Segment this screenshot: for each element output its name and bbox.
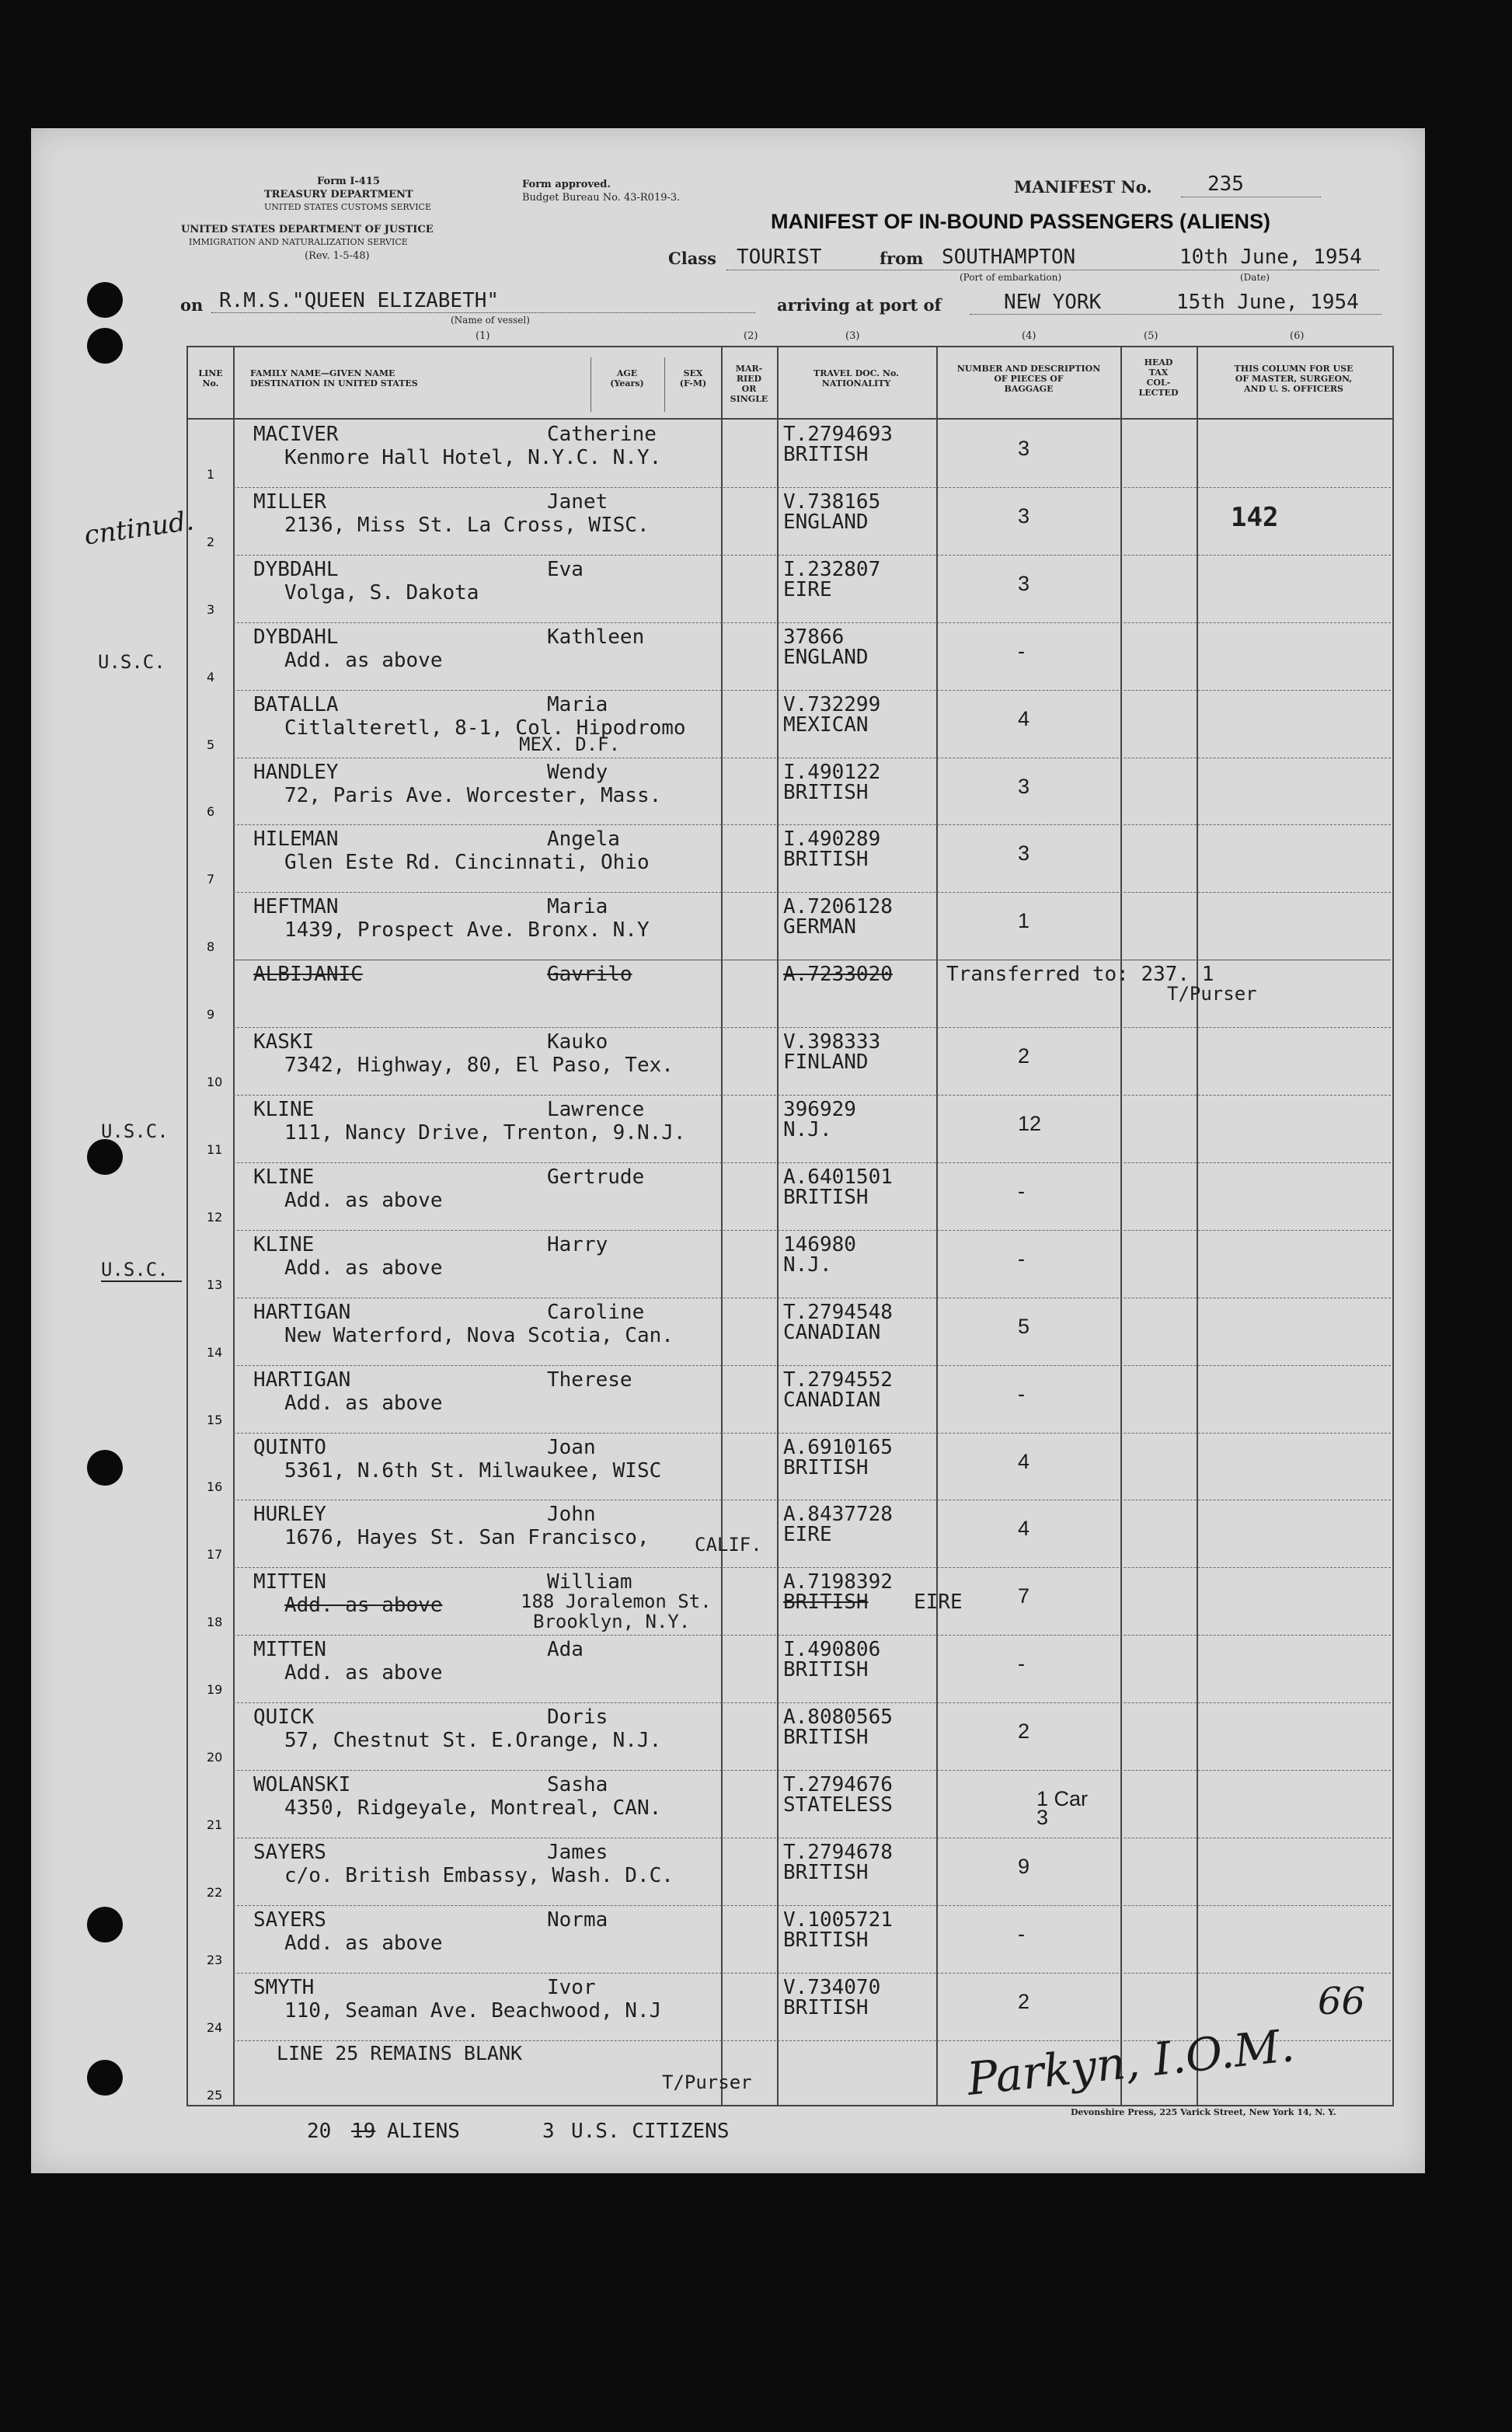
row-separator — [233, 622, 1391, 623]
manifest-no-label: MANIFEST No. — [1014, 177, 1152, 197]
nationality: BRITISH — [783, 443, 869, 466]
line-number: 9 — [207, 1007, 215, 1023]
vessel-caption: (Name of vessel) — [451, 315, 530, 326]
baggage-count: 3 — [1018, 774, 1030, 798]
family-name: HURLEY — [253, 1503, 326, 1527]
form-approved: Form approved. — [522, 179, 611, 190]
travel-doc-number: A.7233020 — [783, 963, 893, 987]
page-mark: 66 — [1318, 1980, 1366, 2023]
nationality: BRITISH — [783, 1185, 869, 1209]
baggage-count: 2 — [1018, 1989, 1030, 2013]
class-label: Class — [668, 249, 716, 268]
family-name: DYBDAHL — [253, 625, 339, 649]
col-number-2: (2) — [744, 330, 758, 342]
given-name: Lawrence — [547, 1098, 645, 1121]
given-name: Doris — [547, 1706, 608, 1730]
on-label: on — [180, 295, 204, 315]
transfer-note: Transferred to: 237. 1 — [946, 963, 1214, 987]
row-separator — [233, 1702, 1391, 1703]
destination: 1439, Prospect Ave. Bronx. N.Y — [284, 918, 650, 942]
header-baggage: NUMBER AND DESCRIPTION OF PIECES OF BAGGAGE — [956, 364, 1101, 394]
family-name: WOLANSKI — [253, 1773, 351, 1796]
line-number: 13 — [207, 1277, 223, 1292]
row-separator — [233, 1433, 1391, 1434]
nationality-correction: EIRE — [914, 1591, 963, 1615]
destination: 111, Nancy Drive, Trenton, 9.N.J. — [284, 1121, 686, 1145]
family-name: BATALLA — [253, 692, 339, 716]
destination: Add. as above — [284, 1256, 443, 1280]
baggage-count: 2 — [1018, 1044, 1030, 1068]
officer-stamp-number: 142 — [1231, 502, 1279, 533]
given-name: Maria — [547, 692, 608, 716]
destination: 7342, Highway, 80, El Paso, Tex. — [284, 1054, 674, 1078]
header-sex: SEX (F-M) — [679, 368, 707, 388]
line-number: 5 — [207, 737, 215, 752]
baggage-count: - — [1018, 1922, 1025, 1946]
nationality: ENGLAND — [783, 645, 869, 669]
arriving-label: arriving at port of — [777, 295, 942, 315]
destination-continued: Brooklyn, N.Y. — [533, 1611, 691, 1633]
family-name: MITTEN — [253, 1638, 326, 1662]
family-name: MILLER — [253, 490, 326, 514]
destination: Add. as above — [284, 1391, 443, 1415]
line-number: 22 — [207, 1884, 223, 1900]
line-number: 7 — [207, 872, 215, 887]
nationality: CANADIAN — [783, 1320, 881, 1344]
nationality: BRITISH — [783, 1860, 869, 1884]
form-number: Form I-415 — [317, 176, 380, 187]
destination-continued: CALIF. — [695, 1534, 762, 1556]
destination: 2136, Miss St. La Cross, WISC. — [284, 513, 650, 537]
nationality: MEXICAN — [783, 713, 869, 737]
destination: Add. as above — [284, 648, 443, 672]
travel-doc-number: 146980 — [783, 1232, 856, 1256]
destination: 110, Seaman Ave. Beachwood, N.J — [284, 1998, 662, 2023]
family-name: HARTIGAN — [253, 1300, 351, 1324]
nationality: BRITISH — [783, 1995, 869, 2019]
travel-doc-number: T.2794678 — [783, 1840, 893, 1864]
header-family-name: FAMILY NAME—GIVEN NAME DESTINATION IN UNITED STATES — [250, 368, 418, 388]
given-name: Angela — [547, 828, 620, 852]
destination: New Waterford, Nova Scotia, Can. — [284, 1323, 674, 1347]
destination: Add. as above — [284, 1594, 443, 1618]
family-name: QUINTO — [253, 1435, 326, 1459]
travel-doc-number: T.2794548 — [783, 1300, 893, 1324]
given-name: Janet — [547, 490, 608, 514]
printer-imprint: Devonshire Press, 225 Varick Street, New York 14, N. Y. — [1071, 2107, 1336, 2117]
line-number: 3 — [207, 601, 215, 617]
header-officers: THIS COLUMN FOR USE OF MASTER, SURGEON, AND U. S. OFFICERS — [1234, 364, 1353, 394]
col-number-3: (3) — [845, 330, 860, 342]
row-separator — [233, 1162, 1391, 1163]
destination: Add. as above — [284, 1931, 443, 1955]
row-separator — [233, 1567, 1391, 1568]
col-number-6: (6) — [1290, 330, 1305, 342]
baggage-count: 3 — [1018, 503, 1030, 528]
baggage-count: 3 — [1018, 571, 1030, 595]
given-name: Gavrilo — [547, 963, 632, 987]
line-number: 11 — [207, 1141, 223, 1157]
arrival-port: NEW YORK — [1004, 291, 1102, 314]
baggage-count: 1 — [1018, 909, 1030, 933]
line-number: 24 — [207, 2019, 223, 2035]
line-number: 23 — [207, 1952, 223, 1967]
punch-hole — [87, 282, 123, 318]
header-travel-doc: TRAVEL DOC. No. NATIONALITY — [813, 368, 899, 388]
aliens-struck: 19 — [351, 2120, 376, 2143]
family-name: MACIVER — [253, 423, 339, 446]
destination: Add. as above — [284, 1188, 443, 1212]
nationality: CANADIAN — [783, 1388, 881, 1412]
given-name: William — [547, 1570, 632, 1594]
nationality: BRITISH — [783, 1455, 869, 1479]
line-number: 1 — [207, 466, 215, 482]
purser-note: T/Purser — [662, 2071, 752, 2093]
nationality: GERMAN — [783, 915, 856, 939]
baggage-count: 12 — [1018, 1112, 1042, 1135]
family-name: ALBIJANIC — [253, 963, 363, 987]
manifest-no: 235 — [1207, 172, 1244, 196]
line-number: 8 — [207, 939, 215, 955]
line-number: 18 — [207, 1615, 223, 1630]
line-number: 4 — [207, 669, 215, 685]
nationality: EIRE — [783, 577, 832, 601]
budget-bureau: Budget Bureau No. 43-R019-3. — [522, 192, 681, 204]
blank-line-note: LINE 25 REMAINS BLANK — [277, 2041, 523, 2064]
header-married: MAR- RIED OR SINGLE — [730, 364, 768, 404]
nationality: STATELESS — [783, 1793, 893, 1817]
travel-doc-number: I.490806 — [783, 1638, 881, 1662]
punch-hole — [87, 2060, 123, 2096]
line-number: 21 — [207, 1817, 223, 1832]
destination: 57, Chestnut St. E.Orange, N.J. — [284, 1729, 662, 1753]
port-caption: (Port of embarkation) — [960, 272, 1062, 283]
row-separator — [233, 487, 1391, 488]
row-separator — [233, 1635, 1391, 1636]
officer-signature: Parkyn, I.O.M. — [964, 2019, 1298, 2106]
customs-service: UNITED STATES CUSTOMS SERVICE — [264, 202, 431, 212]
family-name: KLINE — [253, 1098, 315, 1121]
baggage-count: 4 — [1018, 1449, 1030, 1473]
travel-doc-number: A.8437728 — [783, 1503, 893, 1527]
travel-doc-number: T.2794676 — [783, 1773, 893, 1796]
baggage-count: 4 — [1018, 1517, 1030, 1541]
family-name: KLINE — [253, 1165, 315, 1189]
line-number: 12 — [207, 1209, 223, 1225]
col-number-4: (4) — [1022, 330, 1036, 342]
travel-doc-number: V.738165 — [783, 490, 881, 514]
destination: c/o. British Embassy, Wash. D.C. — [284, 1863, 674, 1887]
nationality: BRITISH — [783, 1928, 869, 1952]
destination: Citlalteretl, 8-1, Col. Hipodromo — [284, 716, 686, 740]
arrival-date: 15th June, 1954 — [1176, 291, 1359, 314]
header-line-no: LINE No. — [198, 368, 223, 388]
destination: 72, Paris Ave. Worcester, Mass. — [284, 783, 662, 807]
travel-doc-number: 396929 — [783, 1098, 856, 1121]
col-number-1: (1) — [476, 330, 490, 342]
travel-doc-number: I.490122 — [783, 760, 881, 784]
family-name: SMYTH — [253, 1975, 315, 1999]
punch-hole — [87, 1139, 123, 1175]
travel-doc-number: A.7206128 — [783, 895, 893, 919]
row-separator — [233, 555, 1391, 556]
nationality: BRITISH — [783, 848, 869, 872]
given-name: Norma — [547, 1908, 608, 1932]
row-separator — [233, 1027, 1391, 1028]
line-number: 15 — [207, 1412, 223, 1427]
nationality: FINLAND — [783, 1050, 869, 1075]
travel-doc-number: T.2794552 — [783, 1368, 893, 1392]
baggage-count: 5 — [1018, 1314, 1030, 1338]
nationality: BRITISH — [783, 1726, 869, 1750]
baggage-count: - — [1018, 1246, 1025, 1270]
row-separator — [233, 1905, 1391, 1906]
travel-doc-number: V.734070 — [783, 1975, 881, 1999]
nationality: BRITISH — [783, 1591, 869, 1615]
punch-hole — [87, 1450, 123, 1486]
destination: Volga, S. Dakota — [284, 580, 479, 605]
baggage-count: 4 — [1018, 706, 1030, 730]
given-name: Kauko — [547, 1030, 608, 1054]
travel-doc-number: V.732299 — [783, 692, 881, 716]
destination: Glen Este Rd. Cincinnati, Ohio — [284, 851, 650, 875]
destination-correction: 188 Joralemon St. — [521, 1591, 712, 1613]
row-separator — [233, 892, 1391, 893]
given-name: Maria — [547, 895, 608, 919]
destination: 1676, Hayes St. San Francisco, — [284, 1526, 650, 1550]
travel-doc-number: I.490289 — [783, 828, 881, 852]
given-name: Wendy — [547, 760, 608, 784]
family-name: SAYERS — [253, 1840, 326, 1864]
line-number: 16 — [207, 1479, 223, 1495]
department-justice: UNITED STATES DEPARTMENT OF JUSTICE — [181, 224, 434, 235]
given-name: Therese — [547, 1368, 632, 1392]
given-name: Gertrude — [547, 1165, 645, 1189]
travel-doc-number: V.1005721 — [783, 1908, 893, 1932]
ins-service: IMMIGRATION AND NATURALIZATION SERVICE — [189, 237, 408, 247]
baggage-count: - — [1018, 1179, 1025, 1203]
class-value: TOURIST — [737, 246, 822, 269]
nationality: ENGLAND — [783, 510, 869, 534]
nationality: N.J. — [783, 1253, 832, 1277]
aliens-count: 20 — [307, 2120, 332, 2143]
travel-doc-number: T.2794693 — [783, 423, 893, 446]
travel-doc-number: V.398333 — [783, 1030, 881, 1054]
family-name: QUICK — [253, 1706, 315, 1730]
col-number-5: (5) — [1144, 330, 1158, 342]
citizens-count: 3 — [542, 2120, 555, 2143]
destination: Add. as above — [284, 1661, 443, 1685]
travel-doc-number: A.6401501 — [783, 1165, 893, 1189]
travel-doc-number: A.6910165 — [783, 1435, 893, 1459]
nationality: EIRE — [783, 1523, 832, 1547]
baggage-count: 2 — [1018, 1719, 1030, 1744]
given-name: Kathleen — [547, 625, 645, 649]
destination: Kenmore Hall Hotel, N.Y.C. N.Y. — [284, 446, 662, 469]
row-separator — [233, 1770, 1391, 1771]
from-label: from — [880, 249, 924, 268]
usc-note: U.S.C. — [101, 1259, 169, 1280]
given-name: Joan — [547, 1435, 596, 1459]
date-caption: (Date) — [1240, 272, 1270, 283]
given-name: Ada — [547, 1638, 584, 1662]
family-name: DYBDAHL — [253, 557, 339, 581]
travel-doc-number: 37866 — [783, 625, 845, 649]
baggage-count: 7 — [1018, 1584, 1030, 1608]
row-separator — [233, 1230, 1391, 1231]
row-separator — [233, 690, 1391, 691]
embarkation-date: 10th June, 1954 — [1179, 246, 1362, 269]
aliens-label: ALIENS — [387, 2120, 460, 2143]
row-separator — [233, 1095, 1391, 1096]
given-name: Caroline — [547, 1300, 645, 1324]
given-name: Eva — [547, 557, 584, 581]
family-name: KLINE — [253, 1232, 315, 1256]
nationality: BRITISH — [783, 1658, 869, 1682]
baggage-count: - — [1018, 1382, 1025, 1406]
line-number: 2 — [207, 534, 215, 549]
given-name: John — [547, 1503, 596, 1527]
nationality: N.J. — [783, 1118, 832, 1141]
line-number: 10 — [207, 1075, 223, 1089]
punch-hole — [87, 1907, 123, 1942]
destination: 5361, N.6th St. Milwaukee, WISC — [284, 1458, 662, 1483]
baggage-count: - — [1018, 639, 1025, 663]
department-treasury: TREASURY DEPARTMENT — [264, 189, 413, 200]
destination-continued: MEX. D.F. — [519, 733, 621, 755]
line-number: 17 — [207, 1547, 223, 1563]
given-name: Catherine — [547, 423, 657, 446]
nationality: BRITISH — [783, 780, 869, 804]
header-head-tax: HEAD TAX COL- LECTED — [1138, 357, 1179, 398]
purser-note: T/Purser — [1167, 983, 1257, 1005]
travel-doc-number: A.7198392 — [783, 1570, 893, 1594]
line-number: 20 — [207, 1750, 223, 1765]
family-name: HARTIGAN — [253, 1368, 351, 1392]
form-revision: (Rev. 1-5-48) — [305, 250, 370, 262]
line-number: 14 — [207, 1344, 223, 1360]
baggage-count: 3 — [1018, 437, 1030, 460]
baggage-count: 3 — [1018, 841, 1030, 866]
family-name: HEFTMAN — [253, 895, 339, 919]
family-name: SAYERS — [253, 1908, 326, 1932]
given-name: Harry — [547, 1232, 608, 1256]
port-of-embarkation: SOUTHAMPTON — [942, 246, 1076, 269]
citizens-label: U.S. CITIZENS — [571, 2120, 730, 2143]
vessel-name: R.M.S."QUEEN ELIZABETH" — [219, 289, 500, 312]
given-name: Ivor — [547, 1975, 596, 1999]
row-separator — [233, 1365, 1391, 1366]
family-name: KASKI — [253, 1030, 315, 1054]
family-name: MITTEN — [253, 1570, 326, 1594]
travel-doc-number: A.8080565 — [783, 1706, 893, 1730]
usc-note: U.S.C. — [101, 1120, 169, 1142]
travel-doc-number: I.232807 — [783, 557, 881, 581]
usc-note: U.S.C. — [98, 651, 165, 673]
header-age: AGE (Years) — [610, 368, 644, 388]
row-separator — [233, 824, 1391, 825]
line-number: 25 — [207, 2087, 223, 2103]
cancel-script-note: cntinud. — [82, 505, 196, 552]
baggage-count-2: 3 — [1036, 1806, 1049, 1829]
baggage-count: 9 — [1018, 1854, 1030, 1878]
row-separator — [233, 1973, 1391, 1974]
destination: 4350, Ridgeyale, Montreal, CAN. — [284, 1796, 662, 1820]
family-name: HILEMAN — [253, 828, 339, 852]
family-name: HANDLEY — [253, 760, 339, 784]
given-name: Sasha — [547, 1773, 608, 1796]
punch-hole — [87, 328, 123, 364]
manifest-title: MANIFEST OF IN-BOUND PASSENGERS (ALIENS) — [771, 210, 1271, 233]
baggage-count: - — [1018, 1652, 1025, 1676]
line-number: 6 — [207, 804, 215, 820]
line-number: 19 — [207, 1682, 223, 1698]
given-name: James — [547, 1840, 608, 1864]
baggage-count: 1 Car — [1036, 1787, 1089, 1810]
